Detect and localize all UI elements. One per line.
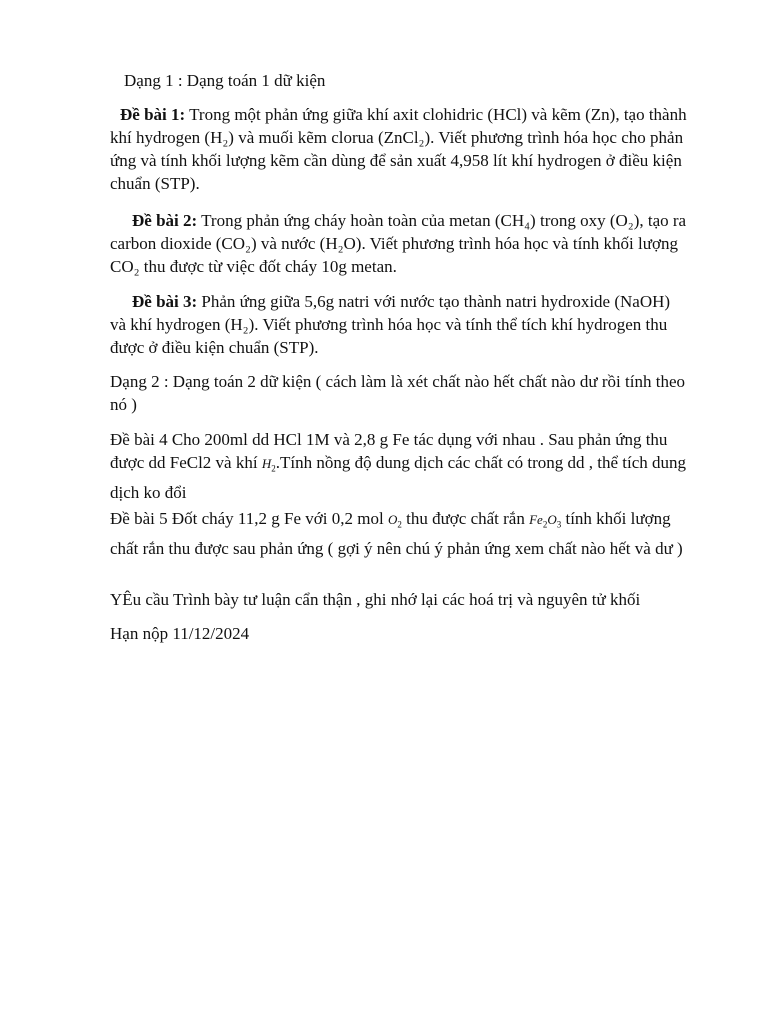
formula-o-base: O [547, 512, 557, 527]
heading-dang-1: Dạng 1 : Dạng toán 1 dữ kiện [124, 71, 326, 90]
exercise-1 [110, 103, 690, 195]
exercise-3-text: Phản ứng giữa 5,6g natri với nước tạo thành natri hydroxide (NaOH) và khí hydrogen (H₂). Viết phương trình hóa học và tính thể tích khí hydrogen thu được ở điều kiện chuẩn (STP). [110, 292, 671, 357]
exercise-4 [110, 428, 690, 504]
exercise-4-text-after: .Tính nồng độ dung dịch các chất có trong dd , thể tích dung dịch ko đổi [110, 453, 687, 502]
requirement-note: YÊu cầu Trình bày tư luận cẩn thận , ghi nhớ lại các hoá trị và nguyên tử khối [110, 590, 641, 609]
heading-dang-2: Dạng 2 : Dạng toán 2 dữ kiện ( cách làm là xét chất nào hết chất nào dư rồi tính theo nó ) [110, 372, 685, 414]
formula-fe-sub: 2 [542, 519, 548, 530]
exercise-4-text-before: Đề bài 4 Cho 200ml dd HCl 1M và 2,8 g Fe tác dụng với nhau . Sau phản ứng thu được dd FeCl2 và khí [110, 430, 668, 472]
formula-o-sub: 3 [556, 519, 562, 530]
formula-fe-base: Fe [529, 512, 543, 527]
exercise-5-text-before: Đề bài 5 Đốt cháy 11,2 g Fe với 0,2 mol [110, 509, 388, 528]
exercise-5 [110, 507, 690, 560]
exercise-2-text: Trong phản ứng cháy hoàn toàn của metan (CH₄) trong oxy (O₂), tạo ra carbon dioxide (CO₂) và nước (H₂O). Viết phương trình hóa học và tính khối lượng CO₂ thu được từ việc đốt cháy 10g metan. [110, 211, 687, 276]
formula-h2-sub: 2 [271, 463, 276, 474]
exercise-1-text: Trong một phản ứng giữa khí axit clohidric (HCl) và kẽm (Zn), tạo thành khí hydrogen (H₂) và muối kẽm clorua (ZnCl₂). Viết phương trình hóa học cho phản ứng và tính khối lượng kẽm cần dùng để sản xuất 4,958 lít khí hydrogen ở điều kiện chuẩn (STP). [110, 105, 687, 193]
formula-h2-base: H [261, 456, 272, 471]
exercise-5-text-middle: thu được chất rắn [401, 509, 530, 528]
deadline-note: Hạn nộp 11/12/2024 [110, 624, 250, 643]
formula-fe2o3 [529, 512, 562, 530]
formula-h2 [261, 456, 276, 474]
formula-o2-base: O [387, 512, 398, 527]
formula-o2-sub: 2 [397, 519, 402, 530]
exercise-1-label: Đề bài 1: [120, 105, 186, 124]
exercise-2-label: Đề bài 2: [132, 211, 198, 230]
formula-o2 [387, 512, 402, 530]
exercise-2 [110, 209, 690, 278]
exercise-3-label: Đề bài 3: [132, 292, 198, 311]
exercise-3 [110, 290, 690, 359]
exercise-5-text-after: tính khối lượng chất rắn thu được sau phản ứng ( gợi ý nên chú ý phản ứng xem chất nào hết và dư ) [110, 509, 683, 558]
